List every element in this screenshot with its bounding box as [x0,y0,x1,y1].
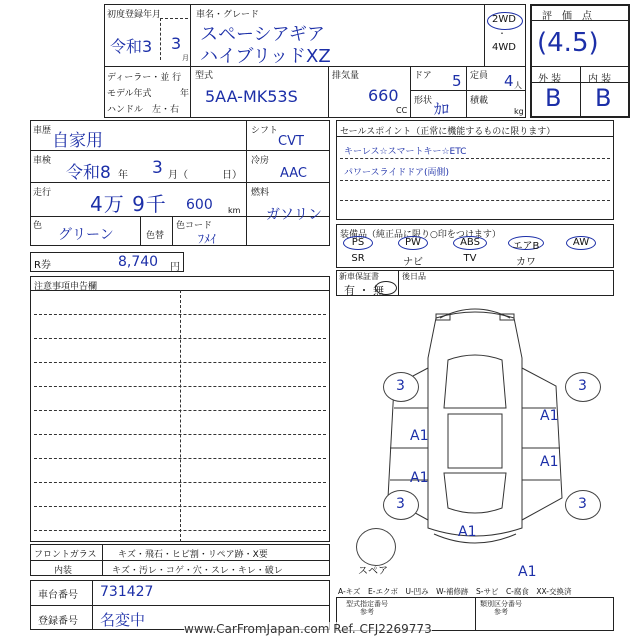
damage-mark-8: A1 [410,470,429,486]
equip-ps: PS [351,237,365,248]
sales-points-title: セールスポイント（正常に機能するものに限ります） [340,127,556,137]
eval-label: 評 価 点 [542,11,592,22]
interior-cond-label: 内装 [54,566,73,576]
damage-mark-1: 3 [396,378,405,394]
interior-label: 内 装 [588,74,612,85]
chassis-label: 車台番号 [38,590,78,601]
capacity-unit: 人 [514,81,522,90]
color-swap-label: 色替 [146,231,165,241]
shift-label: シフト [251,126,279,136]
fuel: ガソリン [266,207,322,223]
reg-month: 3 [171,34,182,53]
drive-4wd: 4WD [492,42,516,53]
damage-mark-3: 3 [396,496,405,512]
drive-dot: ・ [498,29,506,38]
inspection-era: 令和8 [66,163,111,183]
model-ref-label: 型式指定番号 [346,600,388,608]
interior-cond-text: キズ・汚レ・コゲ・穴・スレ・キレ・破レ [112,566,283,576]
doors: 5 [452,72,462,90]
warranty-value: 有 ・ 無 [344,284,384,297]
damage-codes: A-キズ E-エクボ U-凹み W-補修跡 S-サビ C-腐食 XX-交換済 [338,587,572,596]
recycle-label: R券 [34,260,51,271]
chassis-no: 731427 [100,584,154,600]
damage-mark-6: A1 [540,408,559,424]
category-label: 車歴 [33,126,52,136]
load-unit: kg [514,107,524,116]
sales-point-1: キーレス☆スマートキー☆ETC [344,147,467,157]
interior-grade: B [595,84,612,112]
equip-navi: ナビ [403,257,423,268]
exterior-grade: B [545,84,562,112]
capacity: 4 [504,72,514,90]
door-label: ドア [414,71,432,81]
notes-title: 注意事項申告欄 [34,282,98,292]
recycle-panel [30,252,184,272]
reg-no-label: 登録番号 [38,616,78,627]
inspection-month-unit: 月（ [168,170,188,181]
model-year-unit: 年 [180,89,190,99]
equip-pw: PW [405,237,421,248]
inspection-month: 3 [152,158,163,178]
mileage-sub: 600 [186,197,213,213]
watermark: www.CarFromJapan.com Ref. CFJ2269773 [184,622,432,636]
inspection-label: 車検 [33,156,52,166]
damage-mark-5: A1 [410,428,429,444]
eval-score: (4.5) [537,28,599,58]
inspection-day-unit: 日） [222,170,242,181]
spare-tire [356,528,396,566]
reg-month-unit: 月 [182,54,189,62]
reg-date-label: 初度登録年月 [107,10,162,20]
color: グリーン [58,227,114,243]
later-label: 後日品 [402,272,426,281]
exterior-label: 外 装 [538,74,562,85]
category: 自家用 [52,131,103,151]
color-code-label: 色コード [176,221,213,231]
damage-mark-9: A1 [458,524,477,540]
model-code: 5AA-MK53S [205,87,298,106]
handle-label: ハンドル 左・右 [107,105,180,115]
equip-leather: カワ [516,257,536,268]
class-ref-sub: 参考 [494,608,508,616]
reg-no: 名変中 [100,611,146,629]
displacement: 660 [368,86,399,105]
shape-label: 形状 [414,96,433,106]
damage-mark-10: A1 [518,564,537,580]
warranty-label: 新車保証書 [339,272,379,281]
damage-mark-4: 3 [578,496,587,512]
equip-airbag: エアB [512,241,540,252]
capacity-label: 定員 [470,71,489,81]
color-code: ﾌﾒｲ [198,232,217,246]
sales-point-2: パワースライドドア(両側) [344,168,450,178]
equip-sr: SR [351,253,365,264]
load-label: 積載 [470,96,489,106]
type-label: 型式 [195,71,214,81]
car-name-label: 車名・グレード [196,10,260,20]
equip-abs: ABS [460,237,480,248]
drive-2wd: 2WD [492,14,516,25]
damage-mark-7: A1 [540,454,559,470]
spare-label: スペア [358,566,388,577]
recycle-unit: 円 [170,262,180,273]
model-year-label: モデル年式 [107,89,152,99]
equip-tv: TV [463,253,477,264]
color-label: 色 [33,221,43,231]
shape: ｶﾛ [434,100,450,118]
shift: CVT [278,134,304,149]
warranty-none-circle [375,281,397,295]
mileage-label: 走行 [33,188,52,198]
front-glass-text: キズ・飛石・ヒビ割・リペア跡・X要 [118,550,268,560]
model-ref-sub: 参考 [360,608,374,616]
disp-label: 排気量 [332,71,360,81]
disp-unit: CC [396,106,408,115]
ac-label: 冷房 [251,156,270,166]
ac: AAC [280,166,307,181]
equip-aw: AW [572,237,590,248]
equipment-title: 装備品（純正品に限り○印をつけます） [340,230,501,240]
class-ref-label: 類別区分番号 [480,600,522,608]
reg-era: 令和3 [110,37,153,56]
car-name: スペーシアギア [200,24,325,45]
fuel-label: 燃料 [251,188,270,198]
front-glass-label: フロントガラス [34,550,97,560]
damage-mark-2: 3 [578,378,587,394]
inspection-year-unit: 年 [118,170,128,181]
dealer-label: ディーラー・並 行 [107,73,182,83]
recycle-fee: 8,740 [118,254,159,270]
mileage-unit: km [228,206,241,215]
mileage: 4万 9千 [90,192,167,216]
car-grade: ハイブリッドXZ [200,46,331,67]
